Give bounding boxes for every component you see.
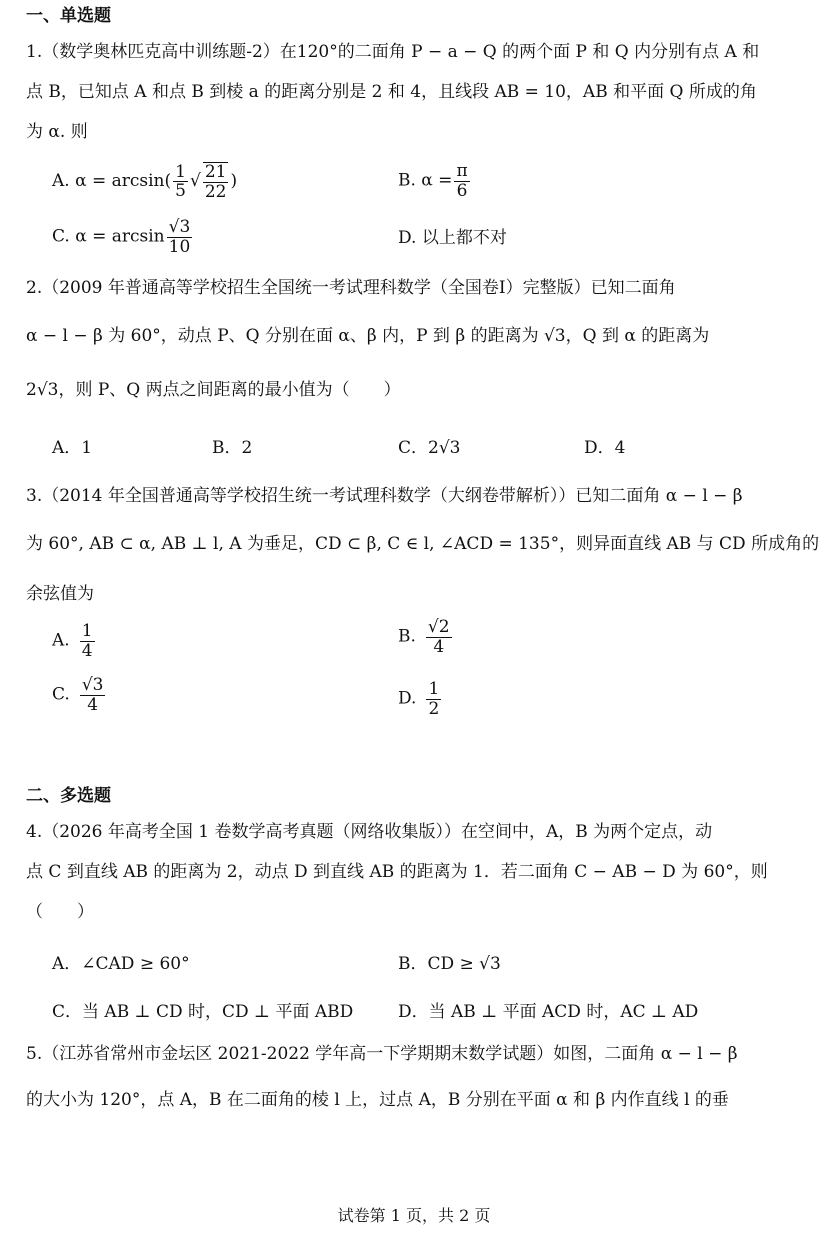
q3-option-d-fraction: $\frac{1}{2}$ bbox=[428, 679, 440, 719]
q1-option-a-radicand: $\frac{21}{22}$ bbox=[204, 162, 227, 202]
q1-option-a-fraction: $\frac{1}{5}$ bbox=[175, 161, 186, 202]
q2-line-3: 2√3，则 P、Q 两点之间距离的最小值为（ ） bbox=[26, 380, 401, 400]
q1-option-a-sqrt: √ bbox=[189, 171, 201, 192]
q3-option-d[interactable] bbox=[398, 680, 443, 718]
q3-option-b[interactable] bbox=[398, 618, 454, 656]
q4-line-2: 点 C 到直线 AB 的距离为 2，动点 D 到直线 AB 的距离为 1．若二面角 C − AB − D 为 60°，则 bbox=[26, 862, 768, 882]
q3-line-3: 余弦值为 bbox=[26, 584, 94, 604]
q5-line-2: 的大小为 120°，点 A，B 在二面角的棱 l 上，过点 A，B 分别在平面 α 和 β 内作直线 l 的垂 bbox=[26, 1090, 729, 1110]
q3-line-1: 3.（2014 年全国普通高等学校招生统一考试理科数学（大纲卷带解析））已知二面角 α − l − β bbox=[26, 486, 743, 506]
q3-option-d-prefix: D. bbox=[398, 688, 417, 709]
q1-option-b[interactable] bbox=[398, 162, 472, 200]
q1-option-c-fraction: $\frac{√3}{10}$ bbox=[168, 217, 191, 257]
q4-line-3: （ ） bbox=[26, 902, 94, 922]
q3-option-c[interactable] bbox=[52, 676, 107, 714]
q1-option-b-prefix: B. α = bbox=[398, 170, 453, 191]
section-title-multiple-choice: 二、多选题 bbox=[26, 786, 111, 806]
q3-option-b-prefix: B. bbox=[398, 626, 416, 647]
q1-line-3: 为 α. 则 bbox=[26, 122, 88, 142]
q2-option-c[interactable]: C．2√3 bbox=[398, 438, 461, 458]
q1-option-b-fraction: $\frac{\pi}{6}$ bbox=[456, 161, 468, 201]
q4-option-d[interactable]: D．当 AB ⊥ 平面 ACD 时，AC ⊥ AD bbox=[398, 1002, 699, 1022]
q5-line-1: 5.（江苏省常州市金坛区 2021-2022 学年高一下学期期末数学试题）如图，二面角 α − l − β bbox=[26, 1044, 738, 1064]
q3-option-b-fraction: $\frac{√2}{4}$ bbox=[427, 617, 450, 657]
q1-option-c[interactable] bbox=[52, 218, 194, 256]
q1-line-2: 点 B，已知点 A 和点 B 到棱 a 的距离分别是 2 和 4，且线段 AB = 10，AB 和平面 Q 所成的角 bbox=[26, 82, 757, 102]
q1-option-c-prefix: C. α = arcsin bbox=[52, 226, 165, 247]
q1-option-d[interactable]: D. 以上都不对 bbox=[398, 228, 507, 248]
q2-line-1: 2.（2009 年普通高等学校招生全国统一考试理科数学（全国卷Ⅰ）完整版）已知二面角 bbox=[26, 278, 676, 298]
q3-option-a-prefix: A. bbox=[52, 630, 70, 651]
q3-option-c-prefix: C. bbox=[52, 684, 70, 705]
q1-option-a-prefix: A. α = arcsin( bbox=[52, 171, 172, 192]
q3-option-a[interactable] bbox=[52, 622, 97, 660]
q1-line-1: 1.（数学奥林匹克高中训练题-2）在120°的二面角 P − a − Q 的两个面 P 和 Q 内分别有点 A 和 bbox=[26, 42, 760, 62]
q2-option-d[interactable]: D．4 bbox=[584, 438, 626, 458]
q4-option-c[interactable]: C．当 AB ⊥ CD 时，CD ⊥ 平面 ABD bbox=[52, 1002, 354, 1022]
q1-option-a[interactable] bbox=[52, 162, 237, 201]
q4-option-b[interactable]: B．CD ≥ √3 bbox=[398, 954, 501, 974]
q3-option-a-fraction: $\frac{1}{4}$ bbox=[81, 621, 93, 661]
q1-option-a-suffix: ) bbox=[230, 171, 238, 192]
q4-option-a[interactable]: A．∠CAD ≥ 60° bbox=[52, 954, 190, 974]
q3-line-2: 为 60°, AB ⊂ α, AB ⊥ l, A 为垂足，CD ⊂ β, C ∈ l, ∠ACD = 135°，则异面直线 AB 与 CD 所成角的 bbox=[26, 534, 820, 554]
section-title-single-choice: 一、单选题 bbox=[26, 6, 111, 26]
page-footer: 试卷第 1 页，共 2 页 bbox=[337, 1206, 491, 1225]
q2-line-2: α − l − β 为 60°，动点 P、Q 分别在面 α、β 内，P 到 β 的距离为 √3，Q 到 α 的距离为 bbox=[26, 326, 710, 346]
q4-line-1: 4.（2026 年高考全国 1 卷数学高考真题（网络收集版））在空间中，A，B 为两个定点，动 bbox=[26, 822, 713, 842]
q3-option-c-fraction: $\frac{√3}{4}$ bbox=[81, 675, 104, 715]
q2-option-b[interactable]: B．2 bbox=[212, 438, 253, 458]
q2-option-a[interactable]: A．1 bbox=[52, 438, 93, 458]
